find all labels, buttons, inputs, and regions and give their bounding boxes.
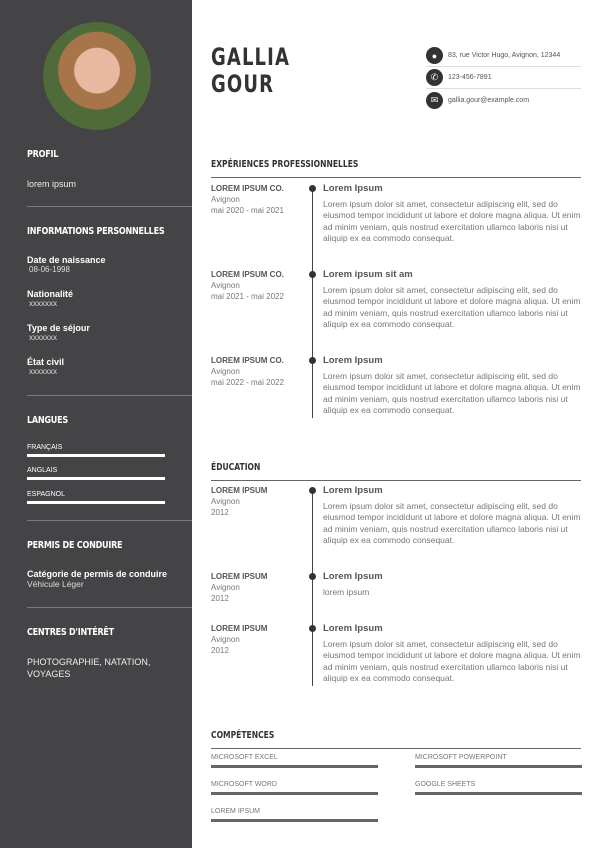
- degree: Lorem Ipsum: [323, 571, 383, 582]
- info-value: 08-06-1998: [29, 265, 70, 274]
- role: Lorem Ipsum: [323, 355, 383, 366]
- description: Lorem ipsum dolor sit amet, consectetur adipiscing elit, sed do eiusmod tempor incididunt ut labore et dolore magna aliqua. Ut enim ad minim veniam, quis nostrud exercitation ullamco laboris nisi ut aliquip ex ea commodo consequat.: [323, 371, 581, 415]
- contact-address: [426, 45, 581, 67]
- section-title-langues: LANGUES: [27, 415, 68, 426]
- mail-icon: ✉: [426, 92, 443, 109]
- dates: mai 2022 - mai 2022: [211, 378, 284, 387]
- description: Lorem ipsum dolor sit amet, consectetur adipiscing elit, sed do eiusmod tempor incididunt ut labore et dolore magna aliqua. Ut enim ad minim veniam, quis nostrud exercitation ullamco laboris nisi ut aliquip ex ea commodo consequat.: [323, 199, 581, 243]
- school: LOREM IPSUM: [211, 624, 268, 633]
- skill-name: GOOGLE SHEETS: [415, 781, 476, 788]
- location-pin-icon: ●: [426, 47, 443, 64]
- info-item: [27, 255, 106, 274]
- skill-item: [211, 808, 378, 822]
- skill-item: [415, 754, 582, 768]
- info-item: [27, 323, 90, 342]
- address-text: 83, rue Victor Hugo, Avignon, 12344: [448, 52, 561, 59]
- skill-item: [211, 754, 378, 768]
- language-level-bar: [27, 501, 165, 504]
- info-label: Type de séjour: [27, 323, 90, 333]
- timeline-dot: [309, 185, 316, 192]
- language-item: [27, 444, 165, 457]
- divider: [27, 607, 192, 608]
- school: LOREM IPSUM: [211, 486, 268, 495]
- city: Avignon: [211, 497, 240, 506]
- contact-email: [426, 89, 581, 111]
- info-label: État civil: [27, 357, 65, 367]
- school: LOREM IPSUM: [211, 572, 268, 581]
- role: Lorem ipsum sit am: [323, 269, 413, 280]
- experience-entry: [211, 183, 581, 263]
- experience-entry: [211, 355, 581, 435]
- degree: Lorem Ipsum: [323, 485, 383, 496]
- info-value: xxxxxxx: [29, 299, 57, 308]
- section-title-text: EXPÉRIENCES PROFESSIONNELLES: [211, 159, 359, 170]
- skill-name: MICROSOFT POWERPOINT: [415, 754, 507, 761]
- language-item: [27, 467, 165, 480]
- skill-name: MICROSOFT EXCEL: [211, 754, 278, 761]
- last-name: GOUR: [211, 70, 275, 98]
- divider: [27, 395, 192, 396]
- skill-level-bar: [211, 765, 378, 768]
- section-title-experience: [211, 154, 581, 178]
- info-value: xxxxxxx: [29, 333, 57, 342]
- section-title-info: INFORMATIONS PERSONNELLES: [27, 226, 165, 237]
- dates: mai 2021 - mai 2022: [211, 292, 284, 301]
- description: Lorem ipsum dolor sit amet, consectetur adipiscing elit, sed do eiusmod tempor incididunt ut labore et dolore magna aliqua. Ut enim ad minim veniam, quis nostrud exercitation ullamco laboris nisi ut aliquip ex ea commodo consequat.: [323, 501, 581, 545]
- dates: mai 2020 - mai 2021: [211, 206, 284, 215]
- divider: [27, 520, 192, 521]
- timeline-dot: [309, 271, 316, 278]
- language-level-bar: [27, 454, 165, 457]
- section-title-permis: PERMIS DE CONDUIRE: [27, 540, 123, 551]
- year: 2012: [211, 508, 229, 517]
- section-title-text: COMPÉTENCES: [211, 730, 275, 741]
- section-title-profil: PROFIL: [27, 149, 59, 160]
- phone-text: 123-456-7891: [448, 74, 492, 81]
- profil-text: lorem ipsum: [27, 179, 77, 189]
- info-value: xxxxxxx: [29, 367, 57, 376]
- skill-level-bar: [211, 792, 378, 795]
- phone-icon: ✆: [426, 69, 443, 86]
- skill-item: [211, 781, 378, 795]
- year: 2012: [211, 594, 229, 603]
- company: LOREM IPSUM CO.: [211, 270, 284, 279]
- info-label: Nationalité: [27, 289, 74, 299]
- year: 2012: [211, 646, 229, 655]
- section-title-interets: CENTRES D'INTÉRÊT: [27, 627, 114, 638]
- profile-photo: [43, 22, 151, 130]
- description: Lorem ipsum dolor sit amet, consectetur adipiscing elit, sed do eiusmod tempor incididunt ut labore et dolore magna aliqua. Ut enim ad minim veniam, quis nostrud exercitation ullamco laboris nisi ut aliquip ex ea commodo consequat.: [323, 285, 581, 329]
- city: Avignon: [211, 195, 240, 204]
- info-label: Date de naissance: [27, 255, 106, 265]
- language-item: [27, 491, 165, 504]
- experience-entry: [211, 269, 581, 349]
- info-item: [27, 289, 73, 308]
- company: LOREM IPSUM CO.: [211, 356, 284, 365]
- section-title-text: ÉDUCATION: [211, 462, 261, 473]
- skill-level-bar: [415, 792, 582, 795]
- timeline-dot: [309, 625, 316, 632]
- city: Avignon: [211, 281, 240, 290]
- education-entry: [211, 485, 581, 565]
- first-name: GALLIA: [211, 43, 291, 71]
- description: Lorem ipsum dolor sit amet, consectetur adipiscing elit, sed do eiusmod tempor incididunt ut labore et dolore magna aliqua. Ut enim ad minim veniam, quis nostrud exercitation ullamco laboris nisi ut aliquip ex ea commodo consequat.: [323, 639, 581, 683]
- language-level-bar: [27, 477, 165, 480]
- language-name: ANGLAIS: [27, 467, 58, 474]
- section-title-education: [211, 457, 581, 481]
- language-name: ESPAGNOL: [27, 491, 65, 498]
- skill-level-bar: [211, 819, 378, 822]
- timeline-dot: [309, 573, 316, 580]
- company: LOREM IPSUM CO.: [211, 184, 284, 193]
- city: Avignon: [211, 583, 240, 592]
- city: Avignon: [211, 635, 240, 644]
- divider: [27, 206, 192, 207]
- skill-item: [415, 781, 582, 795]
- degree: Lorem Ipsum: [323, 623, 383, 634]
- contact-phone: [426, 67, 581, 89]
- sidebar: [0, 0, 192, 848]
- role: Lorem Ipsum: [323, 183, 383, 194]
- skill-name: LOREM IPSUM: [211, 808, 261, 815]
- description: lorem ipsum: [323, 587, 370, 597]
- permis-item: [27, 569, 167, 589]
- skill-level-bar: [415, 765, 582, 768]
- candidate-name: [211, 44, 290, 98]
- timeline-dot: [309, 357, 316, 364]
- email-link[interactable]: gallia.gour@example.com: [448, 96, 530, 104]
- permis-label: Catégorie de permis de conduire: [27, 569, 168, 579]
- timeline-dot: [309, 487, 316, 494]
- city: Avignon: [211, 367, 240, 376]
- language-name: FRANÇAIS: [27, 444, 63, 451]
- skill-name: MICROSOFT WORD: [211, 781, 277, 788]
- permis-value: Véhicule Léger: [27, 579, 84, 589]
- info-item: [27, 357, 64, 376]
- interets-text: PHOTOGRAPHIE, NATATION, VOYAGES: [27, 657, 151, 679]
- section-title-skills: [211, 725, 581, 749]
- education-entry: [211, 623, 581, 703]
